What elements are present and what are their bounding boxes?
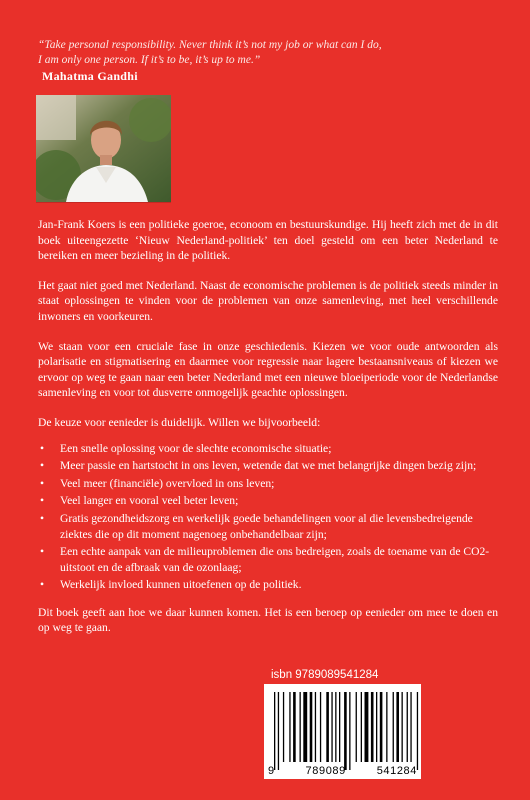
paragraph-situation: Het gaat niet goed met Nederland. Naast de economische problemen is de politiek steeds minder in staat oplossingen te vinden voor de problemen van onze samenleving, met heel verschillende inwoners en voorkeuren. [38,278,498,323]
barcode-digit-right: 541284 [376,765,417,777]
barcode-bar [310,692,313,762]
bullet-marker: • [40,545,45,559]
bullet-marker: • [40,476,45,490]
barcode-bar [303,692,307,762]
barcode-bar [326,692,329,762]
list-item: • Meer passie en hartstocht in ons leven, wetende dat we met belangrijke dingen bezig zijn; [40,459,477,473]
quote [38,38,508,68]
paragraph-intro: Jan-Frank Koers is een politieke goeroe, econoom en bestuurskundige. Hij heeft zich met de in dit boek uiteengezette ‘Nieuw Nederland-politiek’ ten doel gesteld om een beter Nederland te bereiken en meer bezieling in de politiek. [38,218,498,263]
barcode-digit-prefix: 9 [268,765,275,777]
paragraph-closing: Dit boek geeft aan hoe we daar kunnen komen. Het is een beroep op eenieder om mee te doen en op weg te gaan. [38,605,498,635]
barcode-bar [349,692,350,770]
barcode-bar [407,692,408,762]
barcode-bar [356,692,357,762]
bullet-list [38,441,498,593]
barcode-bar [361,692,362,762]
barcode-bar [293,692,296,762]
barcode-bar [315,692,316,762]
barcode-bar [300,692,301,762]
bullet-marker: • [40,494,45,508]
quote-line-2: I am only one person. If it’s to be, it’s up to me.” [38,54,261,66]
author-photo [36,95,171,203]
list-item: • Veel meer (financiële) overvloed in ons leven; [40,476,275,490]
barcode-bar [393,692,394,762]
isbn-label: isbn 9789089541284 [271,669,379,681]
barcode-bar [283,692,284,762]
barcode-bar [365,692,369,762]
body-text [38,217,498,650]
list-item: • Gratis gezondheidszorg en werkelijk goede behandelingen voor al die levensbedreigende ziektes die op dit moment nagenoeg onbehandelbaar zijn; [40,511,473,541]
barcode-bar [410,692,411,762]
list-item: • Veel langer en vooral veel beter leven; [40,494,239,508]
bullet-marker: • [40,459,45,473]
list-item: • Werkelijk invloed kunnen uitoefenen op de politiek. [40,578,302,592]
barcode-bar [339,692,340,762]
barcode-bar [289,692,290,762]
barcode-bar [386,692,387,762]
bullet-marker: • [40,441,45,455]
bullet-marker: • [40,511,45,525]
barcode-bar [320,692,321,762]
barcode-bar [376,692,377,762]
barcode-bar [396,692,399,762]
list-item: • Een echte aanpak van de milieuproblemen die ons bedreigen, zoals de toename van de CO2-uitstoot en de afbraak van de ozonlaag; [40,545,490,574]
barcode-bar [344,692,347,770]
barcode-digits [264,765,421,777]
quote-line-1: “Take personal responsibility. Never think it’s not my job or what can I do, [38,39,382,51]
barcode-digit-left: 789089 [305,765,346,777]
barcode-bar [402,692,403,762]
list-item: • Een snelle oplossing voor de slechte economische situatie; [40,441,332,455]
paragraph-choice: De keuze voor eenieder is duidelijk. Willen we bijvoorbeeld: [38,415,321,429]
barcode-bar [335,692,336,762]
barcode-bar [331,692,332,762]
barcode-bar [371,692,374,762]
barcode-bar [274,692,275,770]
bullet-marker: • [40,578,45,592]
barcode-bar [380,692,383,762]
quote-author: Mahatma Gandhi [42,69,138,83]
barcode-bar [278,692,279,770]
paragraph-crucial-phase: We staan voor een cruciale fase in onze geschiedenis. Kiezen we voor oude antwoorden als polarisatie en stigmatisering en daarmee voor regressie naar lagere bestaansniveaus of kiezen we ervoor op weg te gaan naar een beter Nederland met een nieuwe bloeiperiode voor de Nederlandse samenleving en voor tot dusverre onmogelijk geachte oplossingen. [38,339,498,400]
barcode-bar [417,692,418,770]
barcode [264,684,421,779]
